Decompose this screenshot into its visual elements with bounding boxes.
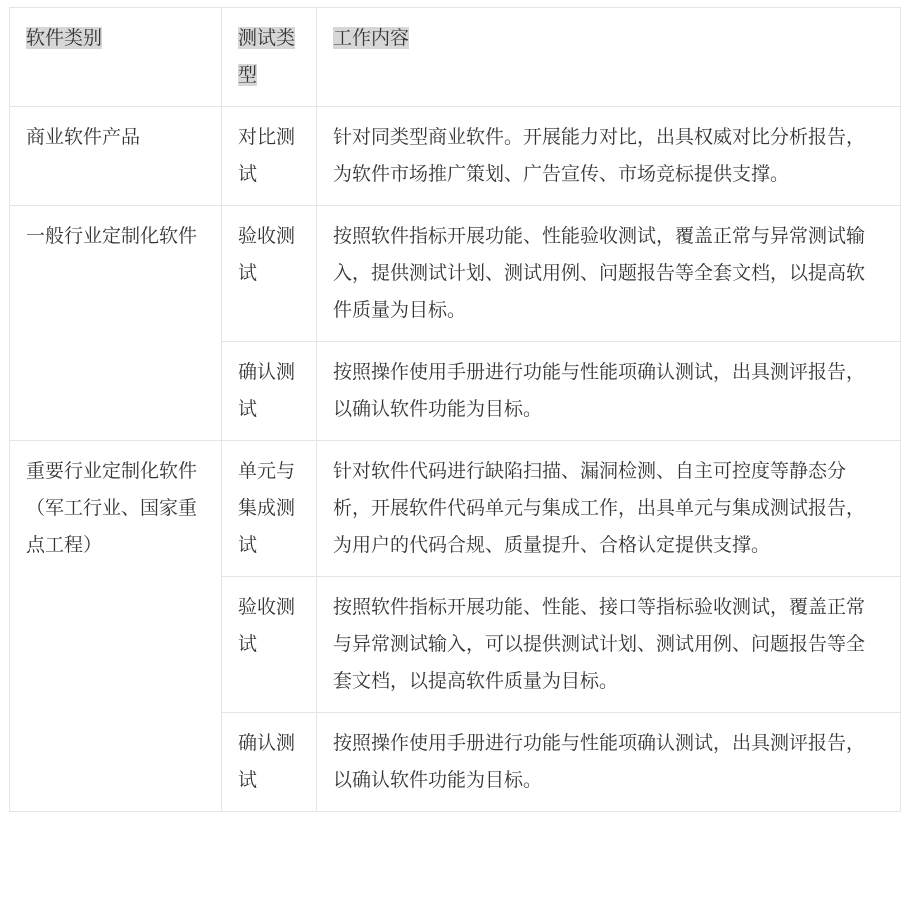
table-row (10, 441, 901, 577)
type-cell: 确认测试 (222, 342, 317, 441)
type-cell: 验收测试 (222, 206, 317, 342)
header-type-label: 测试类型 (238, 27, 296, 86)
content-cell: 针对同类型商业软件。开展能力对比，出具权威对比分析报告，为软件市场推广策划、广告宣传、市场竞标提供支撑。 (317, 107, 901, 206)
type-cell: 单元与集成测试 (222, 441, 317, 577)
content-cell: 按照软件指标开展功能、性能、接口等指标验收测试，覆盖正常与异常测试输入，可以提供测试计划、测试用例、问题报告等全套文档，以提高软件质量为目标。 (317, 577, 901, 713)
header-cell-type (222, 8, 317, 107)
table-row (10, 107, 901, 206)
type-cell: 验收测试 (222, 577, 317, 713)
category-cell: 商业软件产品 (10, 107, 222, 206)
header-cell-category (10, 8, 222, 107)
content-cell: 按照操作使用手册进行功能与性能项确认测试，出具测评报告，以确认软件功能为目标。 (317, 342, 901, 441)
type-cell: 确认测试 (222, 713, 317, 812)
table-header-row (10, 8, 901, 107)
header-content-label: 工作内容 (333, 27, 410, 49)
header-cell-content (317, 8, 901, 107)
content-cell: 针对软件代码进行缺陷扫描、漏洞检测、自主可控度等静态分析，开展软件代码单元与集成工作，出具单元与集成测试报告，为用户的代码合规、质量提升、合格认定提供支撑。 (317, 441, 901, 577)
header-category-label: 软件类别 (26, 27, 103, 49)
table-row (10, 206, 901, 342)
testing-services-table (9, 7, 901, 812)
category-cell: 一般行业定制化软件 (10, 206, 222, 441)
category-cell: 重要行业定制化软件（军工行业、国家重点工程） (10, 441, 222, 812)
content-cell: 按照软件指标开展功能、性能验收测试，覆盖正常与异常测试输入，提供测试计划、测试用例、问题报告等全套文档，以提高软件质量为目标。 (317, 206, 901, 342)
content-cell: 按照操作使用手册进行功能与性能项确认测试，出具测评报告，以确认软件功能为目标。 (317, 713, 901, 812)
type-cell: 对比测试 (222, 107, 317, 206)
